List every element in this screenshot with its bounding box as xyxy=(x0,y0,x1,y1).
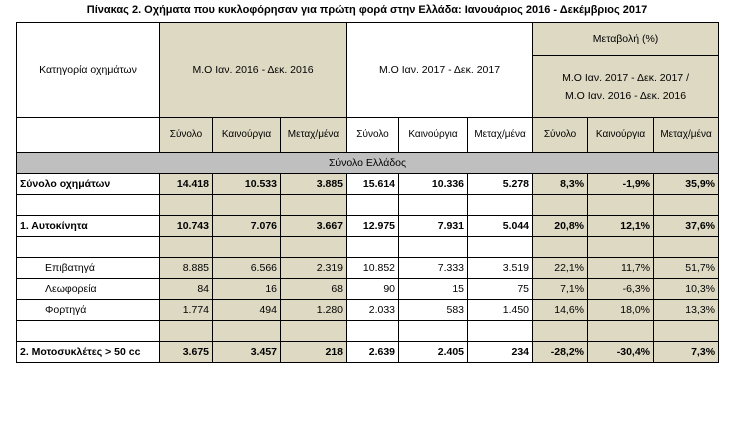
cell: 583 xyxy=(399,300,468,321)
table-row xyxy=(17,300,719,321)
cell: 1.450 xyxy=(468,300,533,321)
row-label: Φορτηγά xyxy=(17,300,160,321)
cell: 37,6% xyxy=(654,216,719,237)
row-label: Επιβατηγά xyxy=(17,258,160,279)
cell: 218 xyxy=(281,342,347,363)
row-label: 1. Αυτοκίνητα xyxy=(17,216,160,237)
vehicles-table xyxy=(16,22,719,363)
cell: 16 xyxy=(213,279,281,300)
cell: 3.885 xyxy=(281,174,347,195)
cell: 10.336 xyxy=(399,174,468,195)
cell: 13,3% xyxy=(654,300,719,321)
cell: 6.566 xyxy=(213,258,281,279)
cell: 10,3% xyxy=(654,279,719,300)
row-label: Λεωφορεία xyxy=(17,279,160,300)
cell: 84 xyxy=(160,279,213,300)
subheader-cell: Καινούργια xyxy=(213,118,281,153)
cell: 15 xyxy=(399,279,468,300)
table-row xyxy=(17,216,719,237)
cell: 7.076 xyxy=(213,216,281,237)
row-label: Σύνολο οχημάτων xyxy=(17,174,160,195)
cell: 494 xyxy=(213,300,281,321)
cell: 12,1% xyxy=(588,216,654,237)
table-row xyxy=(17,342,719,363)
cell: 7,3% xyxy=(654,342,719,363)
cell: -30,4% xyxy=(588,342,654,363)
cell: 8.885 xyxy=(160,258,213,279)
subheader-cell: Σύνολο xyxy=(160,118,213,153)
subheader-cell: Σύνολο xyxy=(533,118,588,153)
cell: 12.975 xyxy=(347,216,399,237)
cell: 2.639 xyxy=(347,342,399,363)
cell: 3.675 xyxy=(160,342,213,363)
cell: 2.405 xyxy=(399,342,468,363)
cell: 10.533 xyxy=(213,174,281,195)
cell: 3.519 xyxy=(468,258,533,279)
spacer-row xyxy=(17,195,719,216)
subheader-cell: Μεταχ/μένα xyxy=(468,118,533,153)
cell: 68 xyxy=(281,279,347,300)
subheader-cell: Καινούργια xyxy=(399,118,468,153)
header-period-2017: Μ.Ο Ιαν. 2017 - Δεκ. 2017 xyxy=(347,23,533,118)
spacer-row xyxy=(17,237,719,258)
cell: 7,1% xyxy=(533,279,588,300)
subheader-cell: Μεταχ/μένα xyxy=(654,118,719,153)
cell: 7.333 xyxy=(399,258,468,279)
cell: 1.774 xyxy=(160,300,213,321)
cell: 7.931 xyxy=(399,216,468,237)
cell: -6,3% xyxy=(588,279,654,300)
header-change-desc-line1: Μ.Ο Ιαν. 2017 - Δεκ. 2017 / xyxy=(562,71,689,84)
cell: 2.319 xyxy=(281,258,347,279)
cell: 90 xyxy=(347,279,399,300)
cell: 234 xyxy=(468,342,533,363)
subheader-cell: Σύνολο xyxy=(347,118,399,153)
cell: 22,1% xyxy=(533,258,588,279)
cell: 51,7% xyxy=(654,258,719,279)
header-change: Μεταβολή (%) xyxy=(533,23,719,56)
cell: 5.278 xyxy=(468,174,533,195)
cell: 5.044 xyxy=(468,216,533,237)
header-change-desc xyxy=(533,56,719,118)
section-label: Σύνολο Ελλάδος xyxy=(17,153,719,174)
cell: 20,8% xyxy=(533,216,588,237)
cell: 3.457 xyxy=(213,342,281,363)
cell: 11,7% xyxy=(588,258,654,279)
header-period-2016: Μ.Ο Ιαν. 2016 - Δεκ. 2016 xyxy=(160,23,347,118)
cell: 18,0% xyxy=(588,300,654,321)
cell: 15.614 xyxy=(347,174,399,195)
cell: 10.852 xyxy=(347,258,399,279)
cell: -28,2% xyxy=(533,342,588,363)
cell: 10.743 xyxy=(160,216,213,237)
row-label: 2. Μοτοσυκλέτες > 50 cc xyxy=(17,342,160,363)
header-category: Κατηγορία οχημάτων xyxy=(17,23,160,118)
cell: 14,6% xyxy=(533,300,588,321)
cell: 14.418 xyxy=(160,174,213,195)
table-row xyxy=(17,258,719,279)
subheader-blank xyxy=(17,118,160,153)
spacer-row xyxy=(17,321,719,342)
subheader-cell: Καινούργια xyxy=(588,118,654,153)
cell: -1,9% xyxy=(588,174,654,195)
table-row xyxy=(17,279,719,300)
cell: 3.667 xyxy=(281,216,347,237)
cell: 35,9% xyxy=(654,174,719,195)
header-change-desc-line2: Μ.Ο Ιαν. 2016 - Δεκ. 2016 xyxy=(564,89,687,102)
cell: 2.033 xyxy=(347,300,399,321)
table-row xyxy=(17,174,719,195)
subheader-cell: Μεταχ/μένα xyxy=(281,118,347,153)
table-title: Πίνακας 2. Οχήματα που κυκλοφόρησαν για πρώτη φορά στην Ελλάδα: Ιανουάριος 2016 - Δεκέμβριος 2017 xyxy=(86,4,648,16)
cell: 8,3% xyxy=(533,174,588,195)
cell: 75 xyxy=(468,279,533,300)
cell: 1.280 xyxy=(281,300,347,321)
